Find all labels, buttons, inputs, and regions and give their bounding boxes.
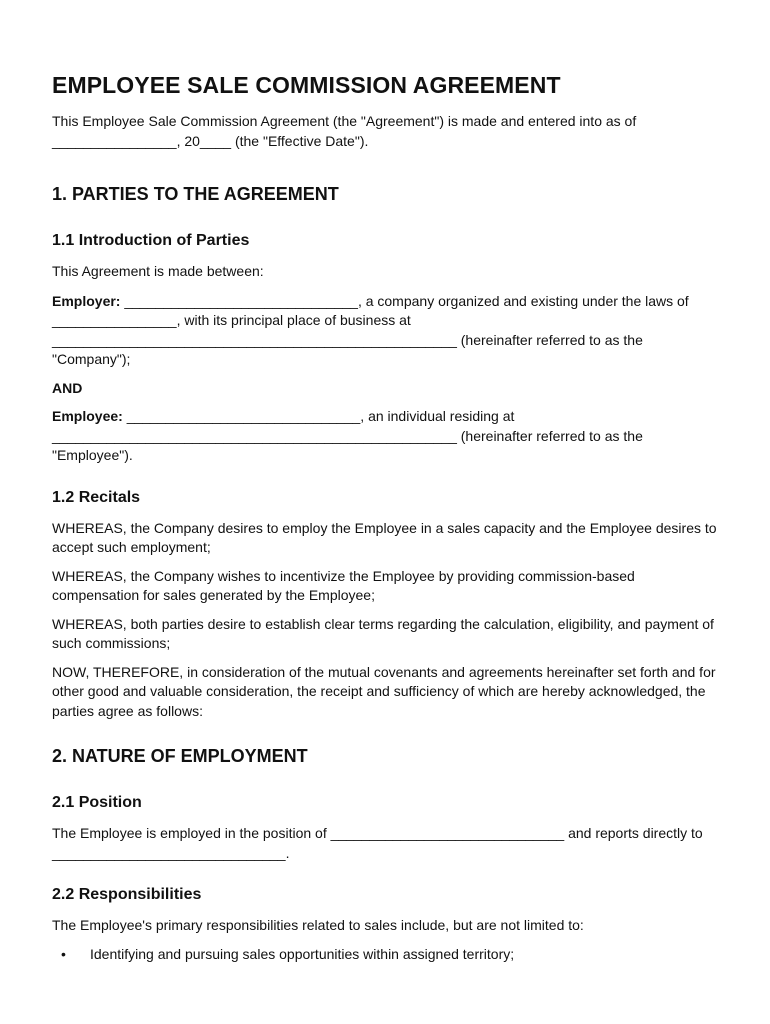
employer-text: ______________________________, a company organized and existing under the laws of ________________, with its principal place of business at ____________________________________________________ (hereinafter referred to as the "Company"); <box>52 292 689 367</box>
section-1-2-heading: 1.2 Recitals <box>52 488 141 506</box>
now-therefore-paragraph: NOW, THEREFORE, in consideration of the mutual covenants and agreements hereinafter set forth and for other good and valuable consideration, the receipt and sufficiency of which are hereby acknowledged, the parties agree as follows: <box>52 663 716 719</box>
section-1-1-heading: 1.1 Introduction of Parties <box>52 232 250 249</box>
whereas-paragraph-2: WHEREAS, the Company wishes to incentivize the Employee by providing commission-based compensation for sales generated by the Employee; <box>52 567 635 603</box>
section-2-1-heading: 2.1 Position <box>52 794 142 811</box>
made-between-text: This Agreement is made between: <box>52 263 264 279</box>
employee-label: Employee: <box>52 408 123 424</box>
bullet-icon: • <box>61 945 66 962</box>
section-2-heading: 2. NATURE OF EMPLOYMENT <box>52 746 308 766</box>
whereas-paragraph-1: WHEREAS, the Company desires to employ the Employee in a sales capacity and the Employee desires to accept such employment; <box>52 519 717 555</box>
employee-paragraph <box>52 407 722 466</box>
intro-paragraph: This Employee Sale Commission Agreement (the "Agreement") is made and entered into as of ________________, 20____ (the "Effective Date"). <box>52 113 637 149</box>
section-2-2-heading: 2.2 Responsibilities <box>52 886 202 903</box>
and-label: AND <box>52 379 83 396</box>
employer-paragraph <box>52 292 722 370</box>
whereas-paragraph-3: WHEREAS, both parties desire to establish clear terms regarding the calculation, eligibility, and payment of such commissions; <box>52 615 714 651</box>
employer-label: Employer: <box>52 292 121 309</box>
section-1-heading: 1. PARTIES TO THE AGREEMENT <box>52 184 339 204</box>
employee-text: ______________________________, an individual residing at ____________________________________________________ (hereinafter referred to as the "Employee"). <box>52 408 643 463</box>
responsibilities-intro: The Employee's primary responsibilities related to sales include, but are not limited to: <box>52 917 584 933</box>
list-item-text: Identifying and pursuing sales opportunities within assigned territory; <box>90 945 515 962</box>
document-page <box>52 68 722 964</box>
list-item <box>52 945 722 965</box>
document-title: EMPLOYEE SALE COMMISSION AGREEMENT <box>52 72 561 98</box>
responsibilities-list <box>52 945 722 965</box>
position-paragraph: The Employee is employed in the position of ______________________________ and reports directly to ______________________________. <box>52 825 703 861</box>
